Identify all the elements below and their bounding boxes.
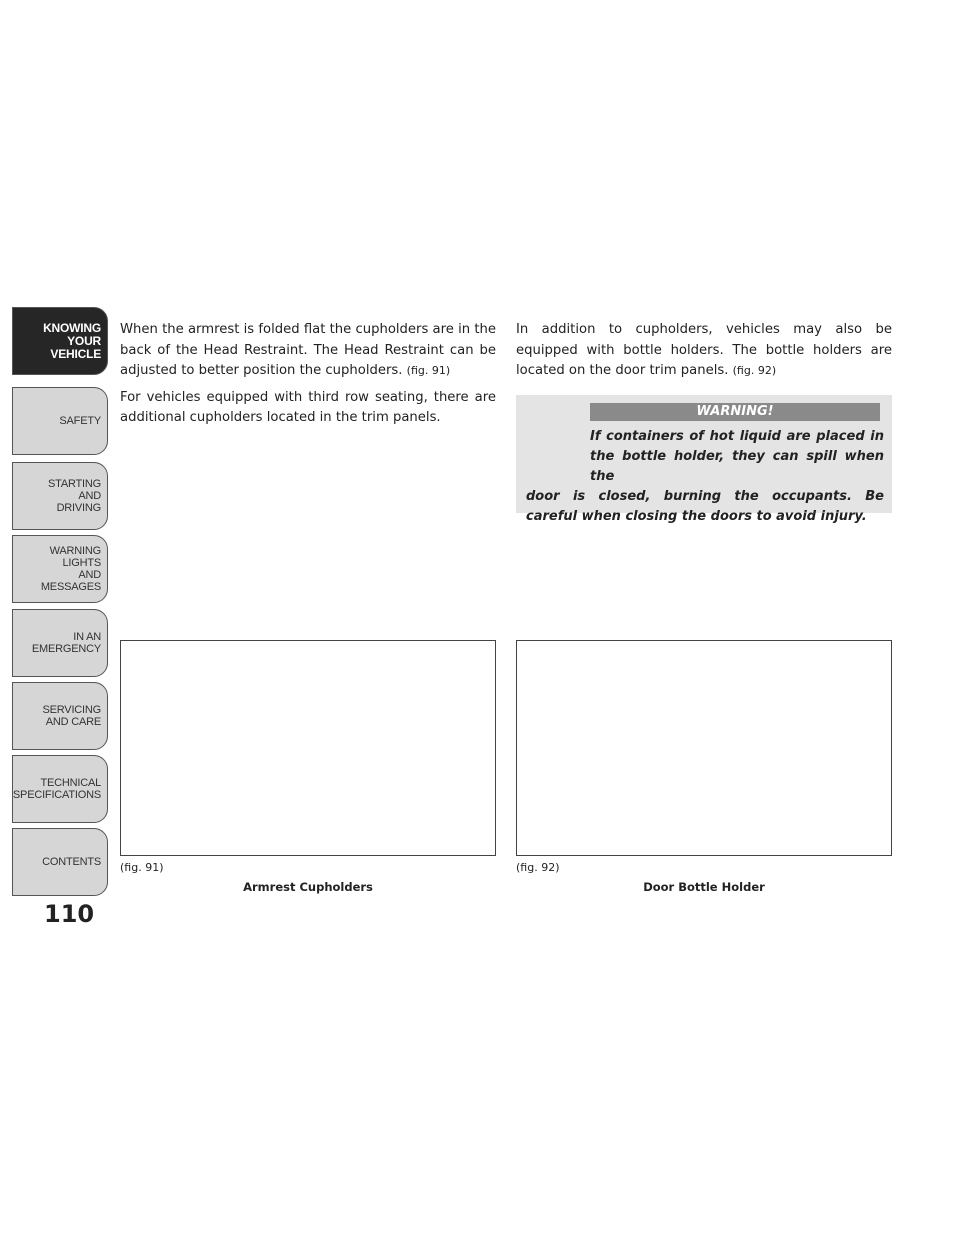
tab-starting-and-driving[interactable] — [12, 462, 108, 530]
tab-in-an-emergency[interactable] — [12, 609, 108, 677]
paragraph — [516, 320, 892, 382]
paragraph — [120, 320, 496, 382]
paragraph: For vehicles equipped with third row seating, there are additional cupholders located in the trim panels. — [120, 389, 496, 425]
left-column — [120, 320, 496, 435]
figure-door-bottle-holder — [516, 640, 892, 856]
tab-label: STARTING AND DRIVING — [48, 478, 101, 514]
figure-armrest-cupholders — [120, 640, 496, 856]
tab-label: SAFETY — [59, 415, 101, 427]
page-number: 110 — [44, 900, 95, 928]
warning-title: WARNING! — [590, 403, 880, 421]
warning-text — [526, 427, 884, 527]
chapter-tabs — [12, 307, 108, 897]
warning-line: If containers of hot liquid are placed in the bottle holder, they can spill when the — [590, 429, 884, 484]
figure-label: (fig. 92) — [516, 861, 560, 874]
figure-caption: Door Bottle Holder — [643, 880, 765, 894]
tab-label: TECHNICAL SPECIFICATIONS — [12, 777, 101, 801]
right-column — [516, 320, 892, 388]
paragraph-text: In addition to cupholders, vehicles may also be equipped with bottle holders. The bottle holders are located on the door trim panels. — [516, 322, 892, 378]
tab-contents[interactable] — [12, 828, 108, 896]
figure-caption: Armrest Cupholders — [243, 880, 373, 894]
tab-label: WARNING LIGHTS AND MESSAGES — [40, 545, 101, 593]
tab-technical-specifications[interactable] — [12, 755, 108, 823]
figure-reference[interactable]: (fig. 92) — [732, 364, 777, 377]
warning-line: door is closed, burning the occupants. Be careful when closing the doors to avoid injury. — [526, 489, 884, 524]
figure-label: (fig. 91) — [120, 861, 164, 874]
tab-knowing-your-vehicle[interactable] — [12, 307, 108, 375]
tab-servicing-and-care[interactable] — [12, 682, 108, 750]
tab-warning-lights[interactable] — [12, 535, 108, 603]
tab-safety[interactable] — [12, 387, 108, 455]
tab-label: IN AN EMERGENCY — [31, 631, 101, 655]
tab-label: SERVICING AND CARE — [42, 704, 101, 728]
paragraph-text: When the armrest is folded flat the cupholders are in the back of the Head Restraint. The Head Restraint can be adjusted to better position the cupholders. — [120, 322, 496, 378]
warning-box — [516, 395, 892, 524]
tab-label: KNOWING YOUR VEHICLE — [43, 320, 101, 361]
tab-label: CONTENTS — [42, 856, 101, 868]
figure-reference[interactable]: (fig. 91) — [406, 364, 451, 377]
